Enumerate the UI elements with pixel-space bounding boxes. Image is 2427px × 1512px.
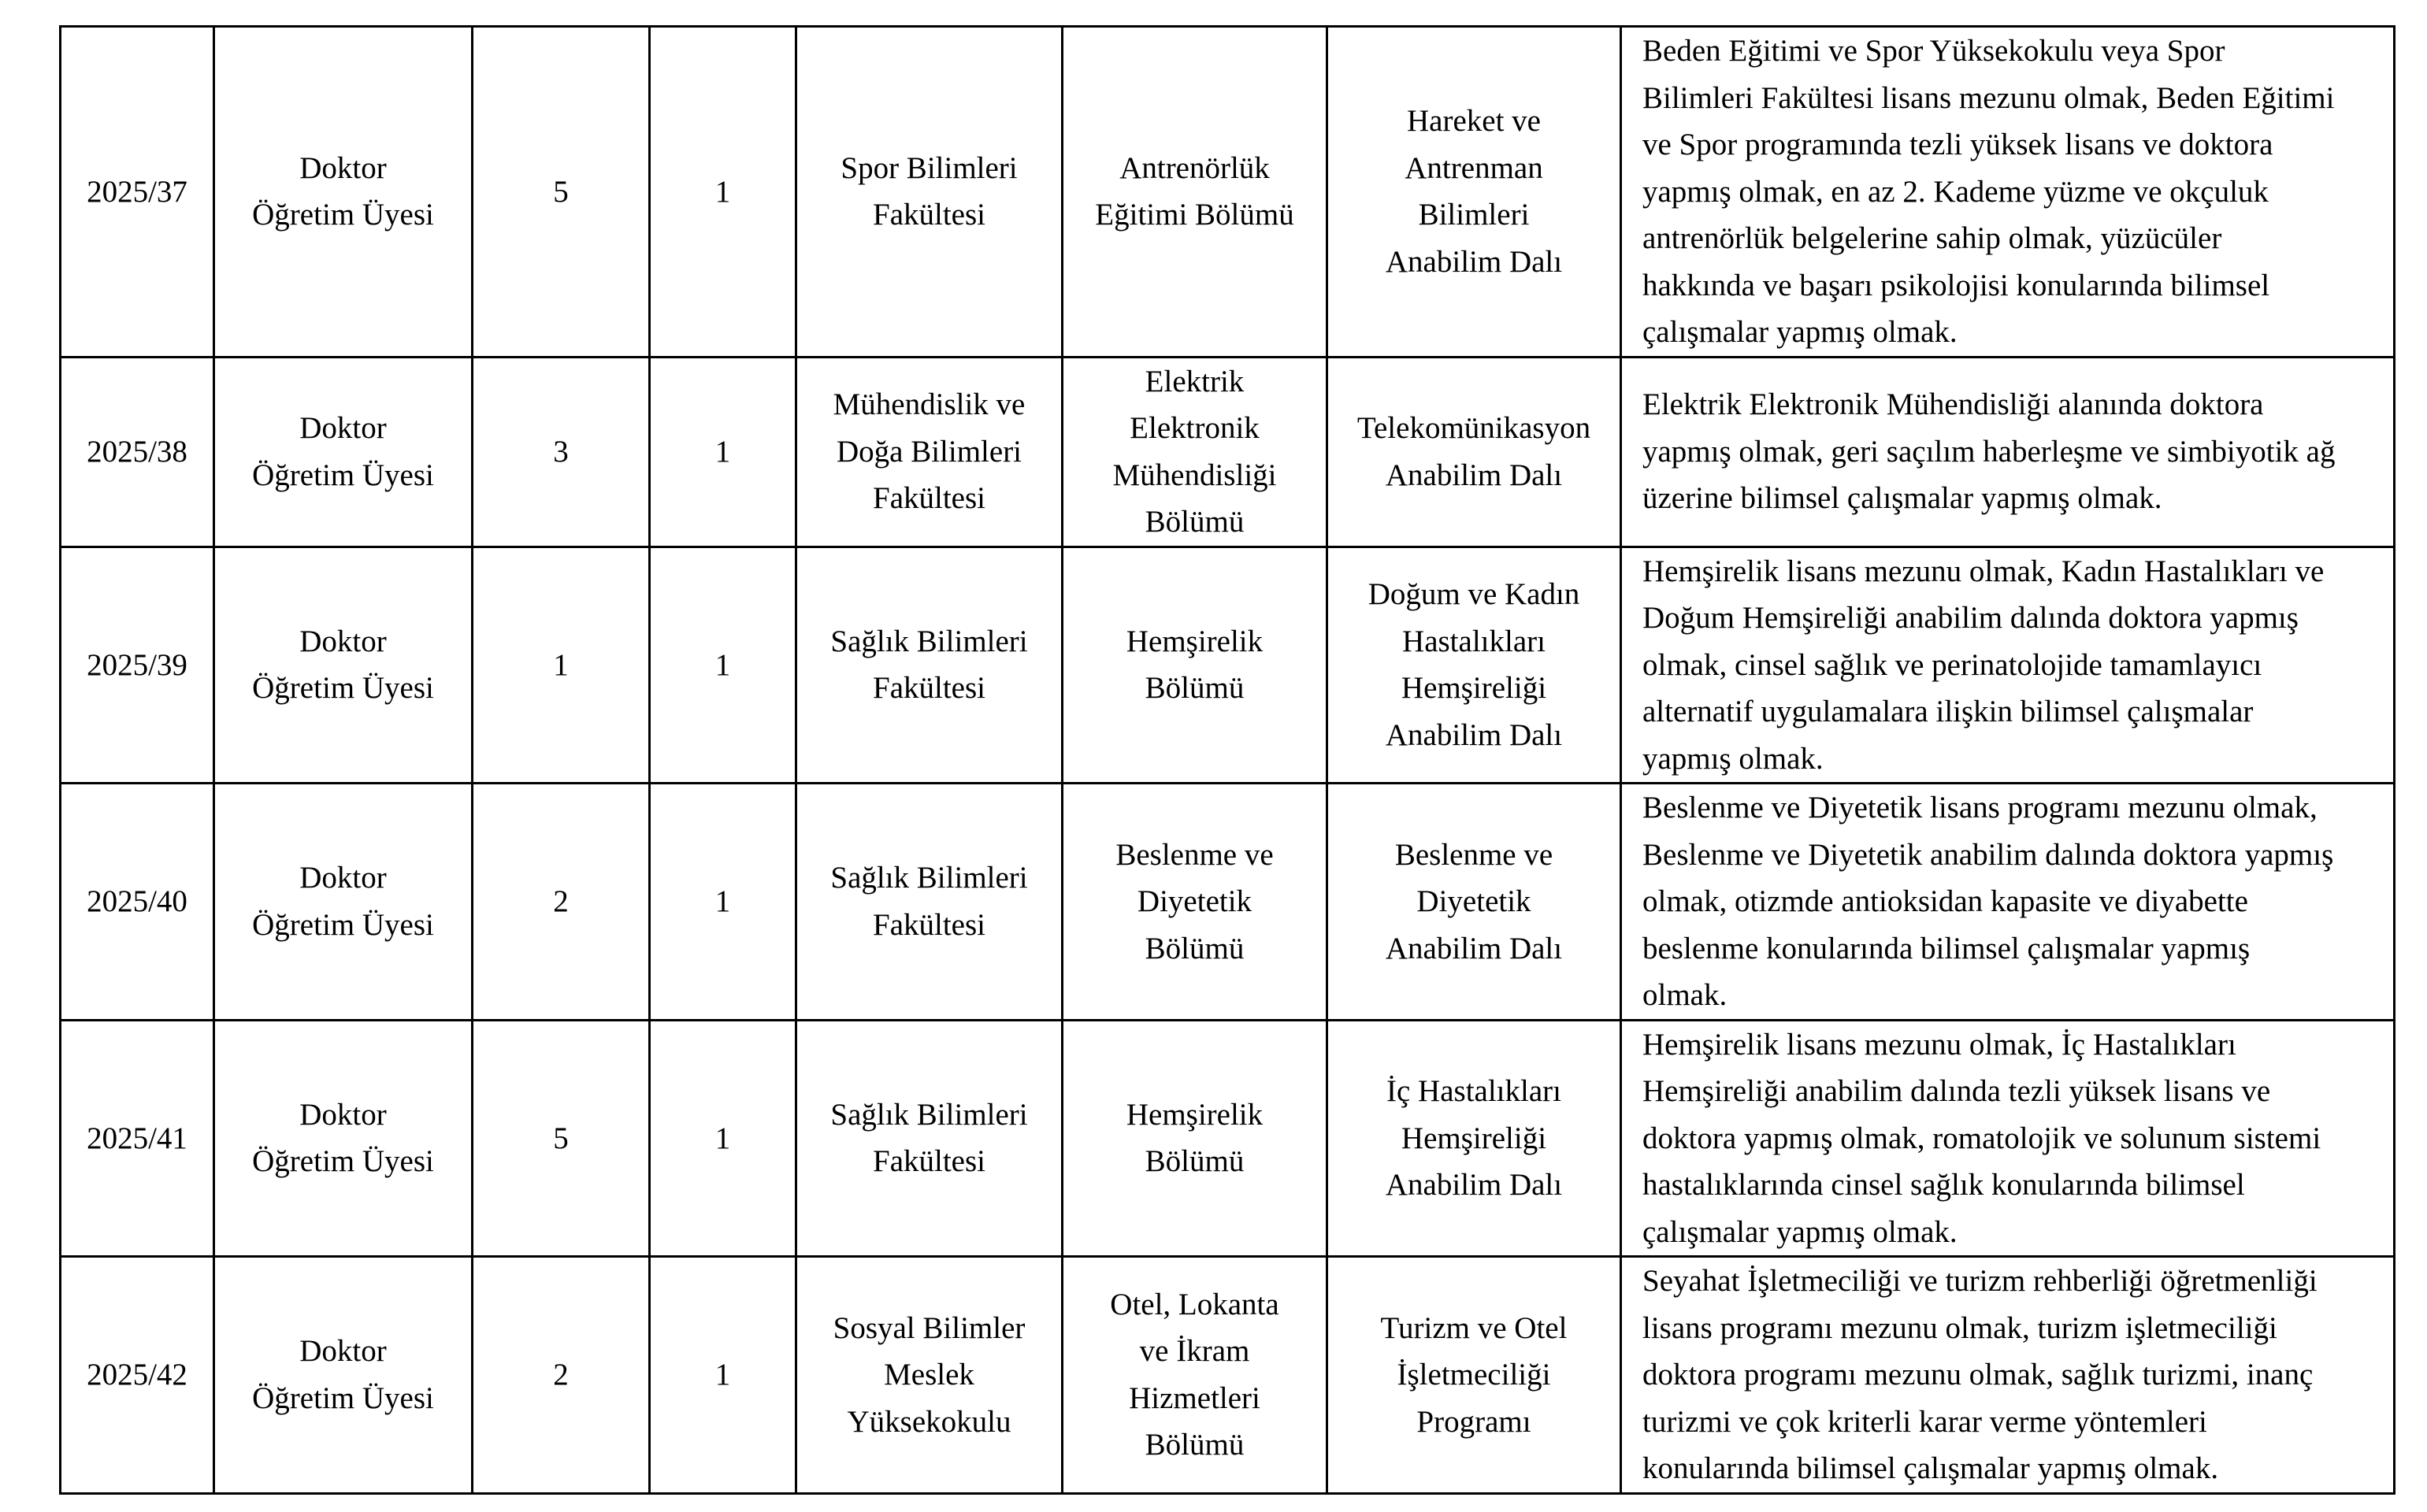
faculty-cell xyxy=(796,27,1063,358)
degree-cell: 5 xyxy=(473,1020,650,1257)
requirements-line: yapmış olmak, geri saçılım haberleşme ve simbiyotik ağ xyxy=(1642,434,2336,469)
department-cell xyxy=(1063,357,1327,547)
department-line: Bölümü xyxy=(1145,1144,1245,1179)
requirements-line: olmak, otizmde antioksidan kapasite ve diyabette xyxy=(1642,884,2248,918)
title-cell xyxy=(214,357,473,547)
faculty-line: Mühendislik ve xyxy=(833,387,1026,422)
position-count-cell: 1 xyxy=(650,784,796,1021)
requirements-line: Seyahat İşletmeciliği ve turizm rehberliği öğretmenliği xyxy=(1642,1264,2318,1298)
division-line: Hemşireliği xyxy=(1401,1121,1547,1155)
title-line: Öğretim Üyesi xyxy=(252,198,434,232)
position-count-cell: 1 xyxy=(650,27,796,358)
division-cell xyxy=(1327,27,1621,358)
division-line: Hareket ve xyxy=(1407,104,1541,139)
degree-cell: 5 xyxy=(473,27,650,358)
faculty-cell xyxy=(796,547,1063,784)
title-line: Doktor xyxy=(299,1097,387,1132)
department-line: Bölümü xyxy=(1145,931,1245,965)
department-cell xyxy=(1063,1020,1327,1257)
announcement-number-cell: 2025/42 xyxy=(61,1257,214,1494)
title-line: Doktor xyxy=(299,411,387,445)
division-line: Hemşireliği xyxy=(1401,671,1547,706)
faculty-line: Sağlık Bilimleri xyxy=(830,1097,1028,1132)
requirements-line: doktora programı mezunu olmak, sağlık turizmi, inanç xyxy=(1642,1358,2314,1392)
faculty-line: Sağlık Bilimleri xyxy=(830,624,1028,658)
title-cell xyxy=(214,1020,473,1257)
degree-cell: 2 xyxy=(473,784,650,1021)
requirements-line: Doğum Hemşireliği anabilim dalında doktora yapmış xyxy=(1642,601,2299,635)
position-count-cell: 1 xyxy=(650,1257,796,1494)
table-row xyxy=(61,27,2395,358)
requirements-line: yapmış olmak, en az 2. Kademe yüzme ve okçuluk xyxy=(1642,174,2269,209)
department-line: Antrenörlük xyxy=(1119,150,1270,185)
division-line: Anabilim Dalı xyxy=(1385,458,1563,492)
requirements-line: beslenme konularında bilimsel çalışmalar yapmış xyxy=(1642,931,2251,965)
department-line: ve İkram xyxy=(1139,1334,1250,1369)
title-line: Öğretim Üyesi xyxy=(252,671,434,706)
requirements-line: ve Spor programında tezli yüksek lisans ve doktora xyxy=(1642,128,2273,161)
faculty-cell xyxy=(796,1020,1063,1257)
department-line: Mühendisliği xyxy=(1112,458,1277,492)
division-line: Hastalıkları xyxy=(1402,624,1546,658)
faculty-cell xyxy=(796,1257,1063,1494)
title-line: Doktor xyxy=(299,1334,387,1369)
requirements-line: olmak, cinsel sağlık ve perinatolojide tamamlayıcı xyxy=(1642,647,2262,682)
faculty-line: Sağlık Bilimleri xyxy=(830,861,1028,895)
division-line: Diyetetik xyxy=(1416,884,1531,918)
division-line: Anabilim Dalı xyxy=(1385,244,1563,279)
table-row xyxy=(61,1257,2395,1494)
position-count-cell: 1 xyxy=(650,357,796,547)
division-cell xyxy=(1327,547,1621,784)
requirements-line: alternatif uygulamalara ilişkin bilimsel çalışmalar xyxy=(1642,695,2254,728)
requirements-cell xyxy=(1621,357,2395,547)
division-line: Telekomünikasyon xyxy=(1356,411,1591,445)
division-line: Turizm ve Otel xyxy=(1380,1310,1568,1345)
title-cell xyxy=(214,27,473,358)
requirements-cell xyxy=(1621,1020,2395,1257)
table-row xyxy=(61,1020,2395,1257)
requirements-line: lisans programı mezunu olmak, turizm işletmeciliği xyxy=(1642,1310,2277,1345)
faculty-line: Fakültesi xyxy=(873,198,985,232)
faculty-line: Yüksekokulu xyxy=(847,1404,1011,1439)
requirements-line: doktora yapmış olmak, romatolojik ve solunum sistemi xyxy=(1642,1121,2321,1155)
title-cell xyxy=(214,1257,473,1494)
division-cell xyxy=(1327,357,1621,547)
division-line: Doğum ve Kadın xyxy=(1368,577,1580,612)
division-cell xyxy=(1327,1257,1621,1494)
requirements-line: çalışmalar yapmış olmak. xyxy=(1642,1214,1958,1249)
division-line: Antrenman xyxy=(1405,150,1543,185)
department-line: Bölümü xyxy=(1145,671,1245,706)
division-line: Anabilim Dalı xyxy=(1385,717,1563,752)
faculty-line: Meslek xyxy=(884,1358,974,1392)
requirements-line: Hemşireliği anabilim dalında tezli yüksek lisans ve xyxy=(1642,1074,2271,1108)
requirements-line: Beslenme ve Diyetetik lisans programı mezunu olmak, xyxy=(1642,791,2318,825)
division-line: Anabilim Dalı xyxy=(1385,1168,1563,1202)
faculty-line: Fakültesi xyxy=(873,907,985,942)
requirements-line: antrenörlük belgelerine sahip olmak, yüzücüler xyxy=(1642,221,2222,255)
department-line: Otel, Lokanta xyxy=(1110,1287,1279,1321)
requirements-cell xyxy=(1621,784,2395,1021)
requirements-line: çalışmalar yapmış olmak. xyxy=(1642,315,1958,349)
department-cell xyxy=(1063,547,1327,784)
division-line: Programı xyxy=(1416,1404,1531,1439)
division-line: Bilimleri xyxy=(1418,198,1530,232)
announcement-number-cell: 2025/39 xyxy=(61,547,214,784)
requirements-line: üzerine bilimsel çalışmalar yapmış olmak. xyxy=(1642,481,2162,516)
division-cell xyxy=(1327,784,1621,1021)
announcement-number-cell: 2025/40 xyxy=(61,784,214,1021)
department-line: Beslenme ve xyxy=(1115,837,1274,872)
title-line: Öğretim Üyesi xyxy=(252,1144,434,1179)
requirements-line: Hemşirelik lisans mezunu olmak, İç Hastalıkları xyxy=(1642,1027,2236,1062)
degree-cell: 3 xyxy=(473,357,650,547)
faculty-cell xyxy=(796,784,1063,1021)
requirements-cell xyxy=(1621,1257,2395,1494)
division-line: İşletmeciliği xyxy=(1397,1358,1551,1392)
faculty-line: Fakültesi xyxy=(873,671,985,706)
department-cell xyxy=(1063,27,1327,358)
title-cell xyxy=(214,784,473,1021)
department-line: Elektronik xyxy=(1130,411,1260,445)
requirements-line: hastalıklarında cinsel sağlık konularında bilimsel xyxy=(1642,1168,2245,1202)
faculty-cell xyxy=(796,357,1063,547)
requirements-line: hakkında ve başarı psikolojisi konularında bilimsel xyxy=(1642,268,2270,302)
department-line: Diyetetik xyxy=(1137,884,1252,918)
division-line: Beslenme ve xyxy=(1394,837,1553,872)
announcement-number-cell: 2025/41 xyxy=(61,1020,214,1257)
department-line: Bölümü xyxy=(1145,505,1245,539)
title-line: Öğretim Üyesi xyxy=(252,1380,434,1415)
title-line: Doktor xyxy=(299,861,387,895)
title-cell xyxy=(214,547,473,784)
title-line: Öğretim Üyesi xyxy=(252,458,434,492)
requirements-line: turizmi ve çok kriterli karar verme yöntemleri xyxy=(1642,1404,2207,1439)
division-line: Anabilim Dalı xyxy=(1385,931,1563,965)
requirements-line: yapmış olmak. xyxy=(1642,741,1824,776)
title-line: Doktor xyxy=(299,150,387,185)
department-line: Hemşirelik xyxy=(1126,624,1264,658)
requirements-line: Beslenme ve Diyetetik anabilim dalında doktora yapmış xyxy=(1642,837,2334,872)
title-line: Öğretim Üyesi xyxy=(252,907,434,942)
table-row xyxy=(61,784,2395,1021)
faculty-line: Spor Bilimleri xyxy=(841,150,1018,185)
requirements-line: Elektrik Elektronik Mühendisliği alanında doktora xyxy=(1642,387,2264,422)
table-row xyxy=(61,357,2395,547)
requirements-line: Beden Eğitimi ve Spor Yüksekokulu veya Spor xyxy=(1642,34,2225,68)
position-count-cell: 1 xyxy=(650,547,796,784)
faculty-line: Sosyal Bilimler xyxy=(833,1310,1026,1345)
requirements-line: Hemşirelik lisans mezunu olmak, Kadın Hastalıkları ve xyxy=(1642,554,2325,588)
requirements-cell xyxy=(1621,27,2395,358)
announcement-number-cell: 2025/38 xyxy=(61,357,214,547)
division-cell xyxy=(1327,1020,1621,1257)
faculty-line: Fakültesi xyxy=(873,1144,985,1179)
department-line: Hizmetleri xyxy=(1129,1380,1260,1415)
department-cell xyxy=(1063,784,1327,1021)
title-line: Doktor xyxy=(299,624,387,658)
announcement-number-cell: 2025/37 xyxy=(61,27,214,358)
requirements-line: olmak. xyxy=(1642,978,1727,1012)
faculty-line: Fakültesi xyxy=(873,481,985,516)
department-line: Bölümü xyxy=(1145,1428,1245,1462)
position-count-cell: 1 xyxy=(650,1020,796,1257)
table-row xyxy=(61,547,2395,784)
degree-cell: 2 xyxy=(473,1257,650,1494)
division-line: İç Hastalıkları xyxy=(1386,1074,1561,1108)
positions-table xyxy=(59,25,2395,1495)
department-line: Hemşirelik xyxy=(1126,1097,1264,1132)
requirements-cell xyxy=(1621,547,2395,784)
department-cell xyxy=(1063,1257,1327,1494)
department-line: Eğitimi Bölümü xyxy=(1095,198,1294,232)
department-line: Elektrik xyxy=(1145,364,1245,398)
faculty-line: Doğa Bilimleri xyxy=(836,434,1022,469)
requirements-line: Bilimleri Fakültesi lisans mezunu olmak, Beden Eğitimi xyxy=(1642,80,2335,115)
requirements-line: konularında bilimsel çalışmalar yapmış olmak. xyxy=(1642,1451,2219,1485)
degree-cell: 1 xyxy=(473,547,650,784)
